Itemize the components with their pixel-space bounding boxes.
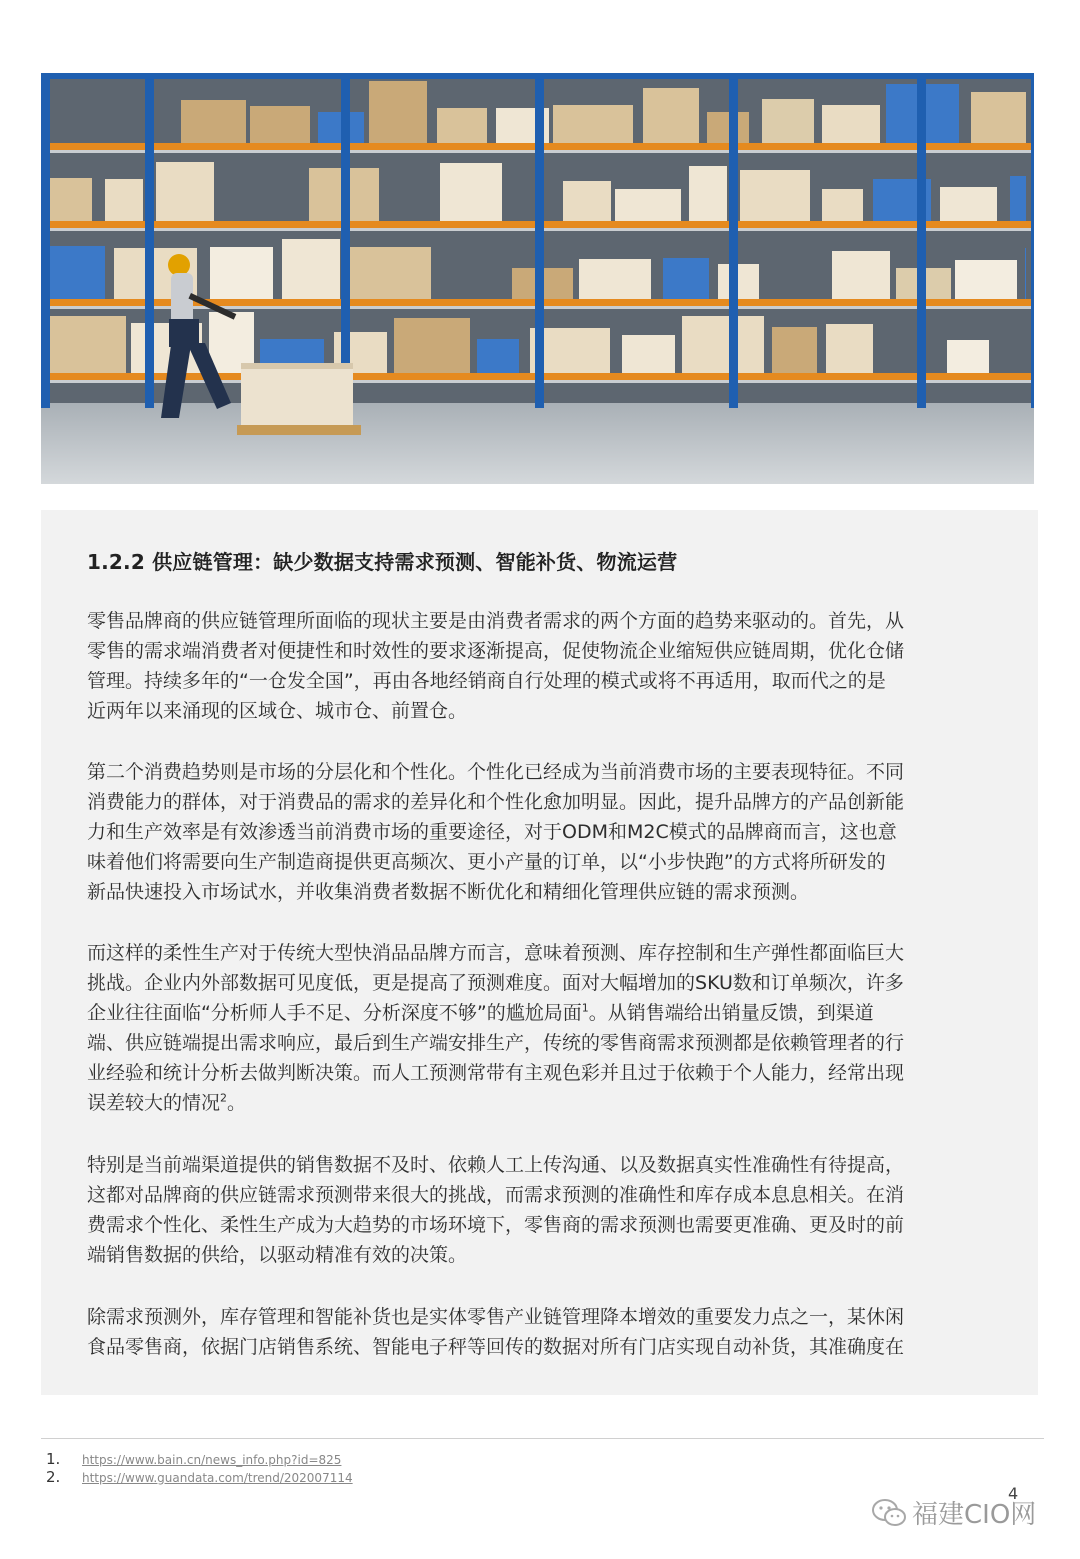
wechat-icon	[872, 1498, 906, 1528]
text-line: 挑战。企业内外部数据可见度低，更是提高了预测难度。面对大幅增加的SKU数和订单频次，许多	[87, 972, 904, 994]
watermark-text: 福建CIO网	[912, 1500, 1037, 1530]
text-line: 近两年以来涌现的区域仓、城市仓、前置仓。	[87, 700, 468, 722]
stock-box	[1010, 176, 1026, 221]
article-panel	[41, 510, 1038, 1395]
stock-box	[971, 92, 1026, 143]
rack-post	[145, 73, 154, 408]
stock-box	[156, 162, 214, 221]
stock-box	[579, 259, 651, 299]
text-line: 第二个消费趋势则是市场的分层化和个性化。个性化已经成为当前消费市场的主要表现特征。不同	[87, 761, 905, 783]
text-segment: 误差较大的情况	[87, 1092, 221, 1114]
footnote-ref-2[interactable]: 2	[220, 1091, 228, 1105]
stock-box	[622, 335, 675, 373]
text-line	[87, 1088, 1007, 1118]
stock-box	[553, 105, 633, 143]
text-line: 消费能力的群体，对于消费品的需求的差异化和个性化愈加明显。因此，提升品牌方的产品创新能	[87, 791, 905, 813]
footnote-number: 2.	[46, 1468, 61, 1486]
text-line: 零售的需求端消费者对便捷性和时效性的要求逐渐提高，促使物流企业缩短供应链周期，优化仓储	[87, 640, 905, 662]
stock-box	[740, 170, 810, 221]
footnote-link[interactable]: https://www.guandata.com/trend/202007114	[82, 1471, 353, 1485]
rack-post	[535, 73, 544, 408]
text-line: 端销售数据的供给，以驱动精准有效的决策。	[87, 1244, 468, 1266]
stock-box	[707, 112, 749, 143]
stock-box	[282, 239, 340, 299]
stock-box	[563, 181, 611, 221]
warehouse-illustration	[41, 73, 1034, 484]
footnote-link[interactable]: https://www.bain.cn/news_info.php?id=825	[82, 1453, 342, 1467]
footnote-1	[46, 1450, 341, 1468]
stock-box	[822, 105, 880, 143]
stock-box	[394, 318, 470, 373]
page-number: 4	[1008, 1484, 1019, 1503]
stock-box	[440, 163, 502, 221]
stock-box	[210, 247, 273, 299]
watermark	[872, 1494, 1036, 1531]
stock-box	[826, 324, 873, 373]
paragraph-1	[87, 606, 1007, 726]
stock-box	[477, 339, 519, 373]
text-line: 业经验和统计分析去做判断决策。而人工预测常带有主观色彩并且过于依赖于个人能力，经常出现	[87, 1062, 905, 1084]
paragraph-3	[87, 938, 1007, 1118]
paragraph-2	[87, 757, 1007, 907]
stock-box	[369, 81, 427, 143]
paragraph-5	[87, 1302, 1007, 1362]
stock-box	[762, 99, 814, 143]
text-line: 食品零售商，依据门店销售系统、智能电子秤等回传的数据对所有门店实现自动补货，其准确度在	[87, 1336, 905, 1358]
rack-post	[917, 73, 926, 408]
stock-box	[181, 100, 246, 143]
stock-box	[250, 106, 310, 143]
stock-box	[437, 108, 487, 143]
text-line: 味着他们将需要向生产制造商提供更高频次、更小产量的订单，以“小步快跑”的方式将所研发的	[87, 851, 886, 873]
footnote-ref-1[interactable]: 1	[581, 1001, 589, 1015]
text-segment: 。	[227, 1092, 247, 1114]
stock-box	[832, 251, 890, 299]
text-line: 零售品牌商的供应链管理所面临的现状主要是由消费者需求的两个方面的趋势来驱动的。首先，从	[87, 610, 905, 632]
rack-post	[41, 73, 50, 408]
text-segment: 。从销售端给出销量反馈，到渠道	[588, 1002, 874, 1024]
stock-box	[348, 247, 431, 299]
stock-box	[947, 340, 989, 373]
stock-box	[822, 189, 863, 221]
stock-box	[955, 260, 1017, 299]
text-line: 这都对品牌商的供应链需求预测带来很大的挑战，而需求预测的准确性和库存成本息息相关。在消	[87, 1184, 905, 1206]
text-line	[87, 998, 1007, 1028]
text-line: 新品快速投入市场试水，并收集消费者数据不断优化和精细化管理供应链的需求预测。	[87, 881, 810, 903]
rack-post	[341, 73, 350, 408]
text-line: 端、供应链端提出需求响应，最后到生产端安排生产，传统的零售商需求预测都是依赖管理者的行	[87, 1032, 905, 1054]
text-line: 除需求预测外，库存管理和智能补货也是实体零售产业链管理降本增效的重要发力点之一，某休闲	[87, 1306, 905, 1328]
stock-box	[772, 327, 817, 373]
text-line: 特别是当前端渠道提供的销售数据不及时、依赖人工上传沟通、以及数据真实性准确性有待提高，	[87, 1154, 905, 1176]
stock-box	[682, 316, 764, 373]
stock-box	[45, 178, 92, 221]
text-segment: 企业往往面临“分析师人手不足、分析深度不够”的尴尬局面	[87, 1002, 582, 1024]
text-line: 管理。持续多年的“一仓发全国”，再由各地经销商自行处理的模式或将不再适用，取而代之的是	[87, 670, 886, 692]
stock-box	[615, 189, 681, 221]
footnote-divider	[41, 1438, 1044, 1439]
stock-box	[663, 258, 709, 299]
section-heading: 1.2.2 供应链管理：缺少数据支持需求预测、智能补货、物流运营	[87, 550, 678, 574]
stock-box	[45, 316, 126, 373]
warehouse-photo	[41, 73, 1034, 484]
stock-box	[689, 166, 727, 221]
rack-post	[1031, 73, 1034, 408]
text-line: 力和生产效率是有效渗透当前消费市场的重要途径，对于ODM和M2C模式的品牌商而言，这也意	[87, 821, 897, 843]
pallet-load	[237, 363, 361, 435]
paragraph-4	[87, 1150, 1007, 1270]
text-line: 而这样的柔性生产对于传统大型快消品品牌方而言，意味着预测、库存控制和生产弹性都面临巨大	[87, 942, 905, 964]
rack-post	[729, 73, 738, 408]
stock-box	[940, 187, 997, 221]
footnote-2	[46, 1468, 353, 1486]
stock-box	[643, 88, 699, 143]
text-line: 费需求个性化、柔性生产成为大趋势的市场环境下，零售商的需求预测也需要更准确、更及时的前	[87, 1214, 905, 1236]
footnote-number: 1.	[46, 1450, 61, 1468]
stock-box	[718, 264, 759, 299]
stock-box	[1025, 248, 1026, 299]
stock-box	[105, 179, 143, 221]
stock-box	[45, 246, 105, 299]
